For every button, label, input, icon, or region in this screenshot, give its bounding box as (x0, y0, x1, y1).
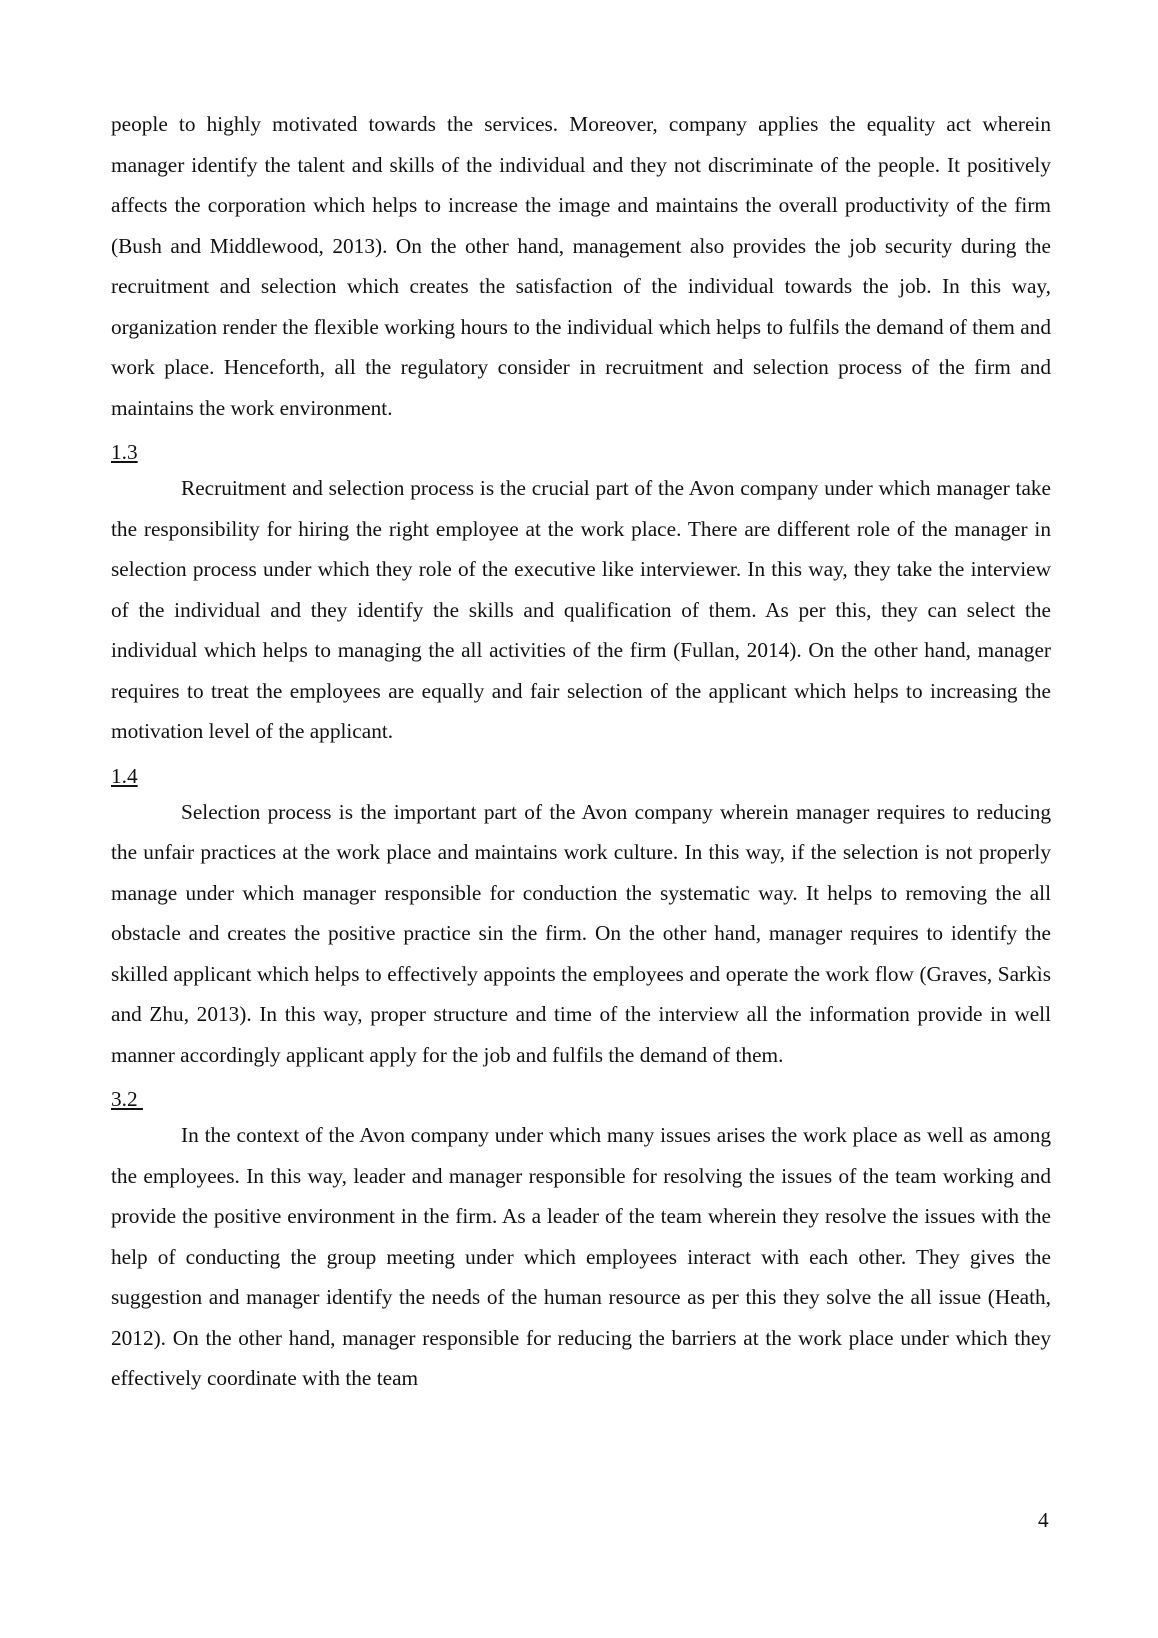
paragraph-section-1-3: Recruitment and selection process is the crucial part of the Avon company under which manager take the responsibility for hiring the right employee at the work place. There are different role of the manager in selection process under which they role of the executive like interviewer. In this way, they take the interview of the individual and they identify the skills and qualification of them. As per this, they can select the individual which helps to managing the all activities of the firm (Fullan, 2014). On the other hand, manager requires to treat the employees are equally and fair selection of the applicant which helps to increasing the motivation level of the applicant. (111, 476, 1051, 743)
document-page (111, 104, 1051, 1399)
section-heading-1-3: 1.3 (111, 440, 138, 464)
page-number: 4 (1038, 1508, 1049, 1532)
paragraph-continuation: people to highly motivated towards the services. Moreover, company applies the equality act wherein manager identify the talent and skills of the individual and they not discriminate of the people. It positively affects the corporation which helps to increase the image and maintains the overall productivity of the firm (Bush and Middlewood, 2013). On the other hand, management also provides the job security during the recruitment and selection which creates the satisfaction of the individual towards the job. In this way, organization render the flexible working hours to the individual which helps to fulfils the demand of them and work place. Henceforth, all the regulatory consider in recruitment and selection process of the firm and maintains the work environment. (111, 112, 1051, 420)
section-heading-3-2: 3.2 (111, 1087, 143, 1111)
paragraph-section-1-4: Selection process is the important part of the Avon company wherein manager requires to reducing the unfair practices at the work place and maintains work culture. In this way, if the selection is not properly manage under which manager responsible for conduction the systematic way. It helps to removing the all obstacle and creates the positive practice sin the firm. On the other hand, manager requires to identify the skilled applicant which helps to effectively appoints the employees and operate the work flow (Graves, Sarkìs and Zhu, 2013). In this way, proper structure and time of the interview all the information provide in well manner accordingly applicant apply for the job and fulfils the demand of them. (111, 799, 1051, 1067)
paragraph-section-3-2: In the context of the Avon company under which many issues arises the work place as well as among the employees. In this way, leader and manager responsible for resolving the issues of the team working and provide the positive environment in the firm. As a leader of the team wherein they resolve the issues with the help of conducting the group meeting under which employees interact with each other. They gives the suggestion and manager identify the needs of the human resource as per this they solve the all issue (Heath, 2012). On the other hand, manager responsible for reducing the barriers at the work place under which they effectively coordinate with the team (111, 1123, 1051, 1390)
section-heading-1-4: 1.4 (111, 763, 138, 788)
